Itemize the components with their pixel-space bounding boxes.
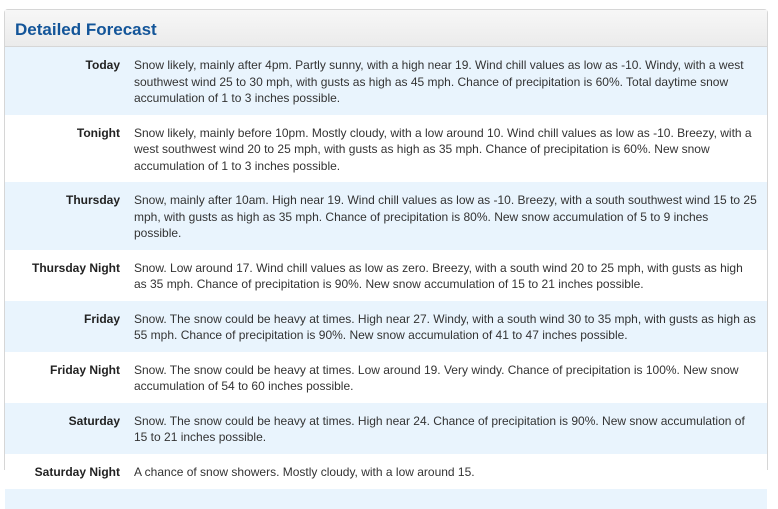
- forecast-row-saturday: [5, 403, 767, 454]
- detailed-forecast-panel: [4, 9, 768, 479]
- forecast-period-label: Saturday: [68, 413, 120, 428]
- forecast-row-tonight: [5, 115, 767, 183]
- forecast-list: [5, 47, 767, 509]
- forecast-row-saturday-night: [5, 454, 767, 489]
- forecast-period-label: Thursday: [65, 193, 120, 207]
- forecast-row-friday-night: [5, 352, 767, 403]
- forecast-period-text: Snow. Low around 17. Wind chill values as low as zero. Breezy, with a south wind 20 to 25 mph, with gusts as high as 35 mph. Chance of precipitation is 90%. New snow accumulation of 15 to 21 inches possible.: [134, 260, 743, 291]
- forecast-period-label: Thursday Night: [31, 260, 120, 275]
- forecast-period-label: Friday: [83, 311, 120, 326]
- forecast-period-label: Saturday Night: [34, 464, 120, 479]
- forecast-period-text: Snow likely, mainly after 4pm. Partly sunny, with a high near 19. Wind chill values as low as -10. Windy, with a west southwest wind 25 to 30 mph, with gusts as high as 45 mph. Chance of precipitation is 60%. Total daytime snow accumulation of 1 to 3 inches possible.: [134, 58, 744, 105]
- forecast-period-label: Today: [85, 58, 120, 72]
- forecast-row-thursday: [5, 182, 767, 250]
- forecast-period-text: Snow. The snow could be heavy at times. High near 24. Chance of precipitation is 90%. New snow accumulation of 15 to 21 inches possible.: [134, 413, 745, 444]
- forecast-period-text: Snow. The snow could be heavy at times. High near 27. Windy, with a south wind 30 to 35 mph, with gusts as high as 55 mph. Chance of precipitation is 90%. New snow accumulation of 41 to 47 inches possible.: [134, 311, 756, 342]
- panel-title: Detailed Forecast: [15, 20, 157, 39]
- forecast-row-thursday-night: [5, 250, 767, 301]
- forecast-period-text: Snow. The snow could be heavy at times. Low around 19. Very windy. Chance of precipitation is 100%. New snow accumulation of 54 to 60 inches possible.: [134, 362, 739, 393]
- forecast-row-next: [5, 489, 767, 509]
- forecast-period-label: Tonight: [76, 125, 120, 140]
- forecast-row-today: [5, 47, 767, 115]
- forecast-period-text: Snow likely, mainly before 10pm. Mostly cloudy, with a low around 10. Wind chill values as low as -10. Breezy, with a west southwest wind 20 to 25 mph, with gusts as high as 35 mph. Chance of precipitation is 60%. New snow accumulation of 1 to 3 inches possible.: [134, 125, 752, 173]
- forecast-row-friday: [5, 301, 767, 352]
- panel-heading: [5, 10, 767, 47]
- forecast-period-label: Friday Night: [49, 362, 120, 377]
- forecast-period-text: A chance of snow showers. Mostly cloudy, with a low around 15.: [134, 464, 475, 479]
- forecast-period-text: Snow, mainly after 10am. High near 19. Wind chill values as low as -10. Breezy, with a south southwest wind 15 to 25 mph, with gusts as high as 35 mph. Chance of precipitation is 80%. New snow accumulation of 5 to 9 inches possible.: [134, 193, 757, 240]
